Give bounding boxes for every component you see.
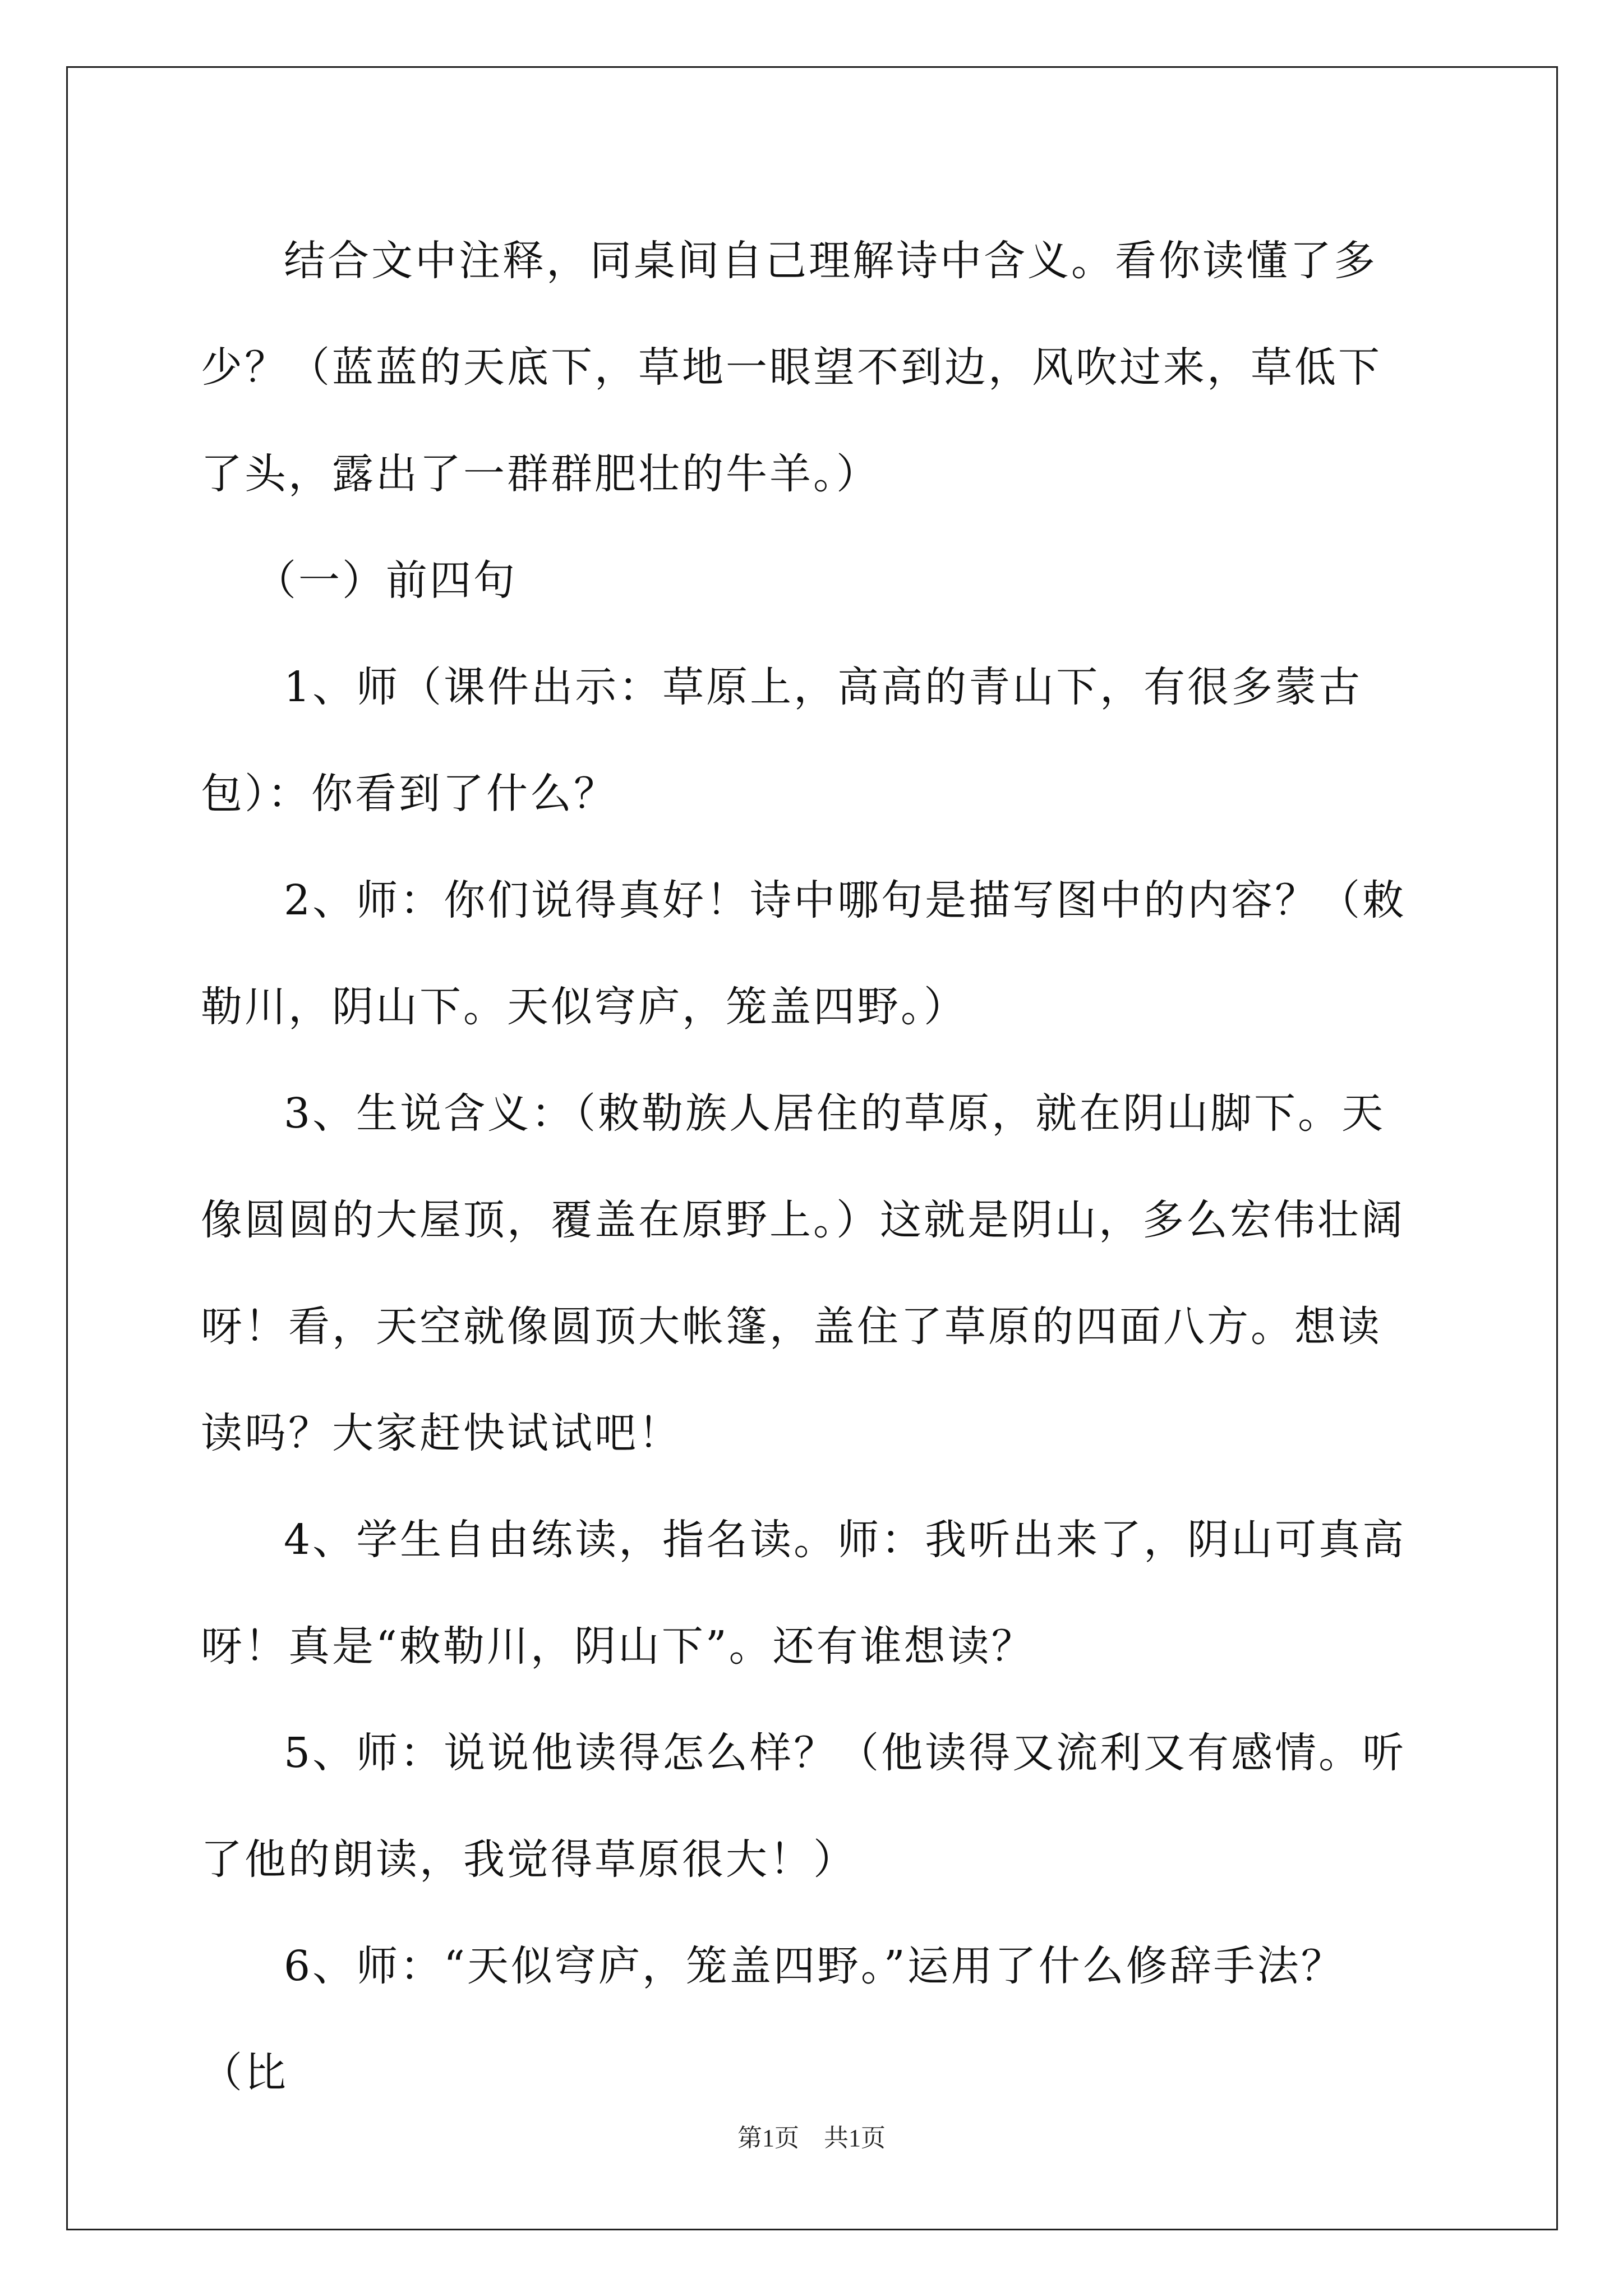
paragraph-step-2: 2、师：你们说得真好！诗中哪句是描写图中的内容？（敕勒川，阴山下。天似穹庐，笼盖四野。） [201, 876, 1407, 1031]
paragraph-step-1: 1、师（课件出示：草原上，高高的青山下，有很多蒙古包）：你看到了什么？ [201, 663, 1363, 818]
paragraph-section-heading: （一）前四句 [255, 556, 517, 605]
paragraph-step-4: 4、学生自由练读，指名读。师：我听出来了，阴山可真高呀！真是“敕勒川，阴山下”。还有谁想读？ [201, 1516, 1407, 1671]
paragraph-step-3: 3、生说含义：（敕勒族人居住的草原，就在阴山脚下。天像圆圆的大屋顶，覆盖在原野上。）这就是阴山，多么宏伟壮阔呀！看，天空就像圆顶大帐篷，盖住了草原的四面八方。想读读吗？大家赶快试试吧！ [201, 1089, 1405, 1457]
page-footer [0, 2118, 1623, 2154]
document-body [201, 208, 1423, 2126]
page-number-label: 第1页 共1页 [737, 2124, 886, 2152]
paragraph-step-5: 5、师：说说他读得怎么样？（他读得又流利又有感情。听了他的朗读，我觉得草原很大！） [201, 1729, 1407, 1884]
paragraph-intro: 结合文中注释，同桌间自己理解诗中含义。看你读懂了多少？（蓝蓝的天底下，草地一眼望不到边，风吹过来，草低下了头，露出了一群群肥壮的牛羊。） [201, 237, 1382, 498]
paragraph-step-6: 6、师：“天似穹庐，笼盖四野。”运用了什么修辞手法？（比 [201, 1942, 1345, 2097]
